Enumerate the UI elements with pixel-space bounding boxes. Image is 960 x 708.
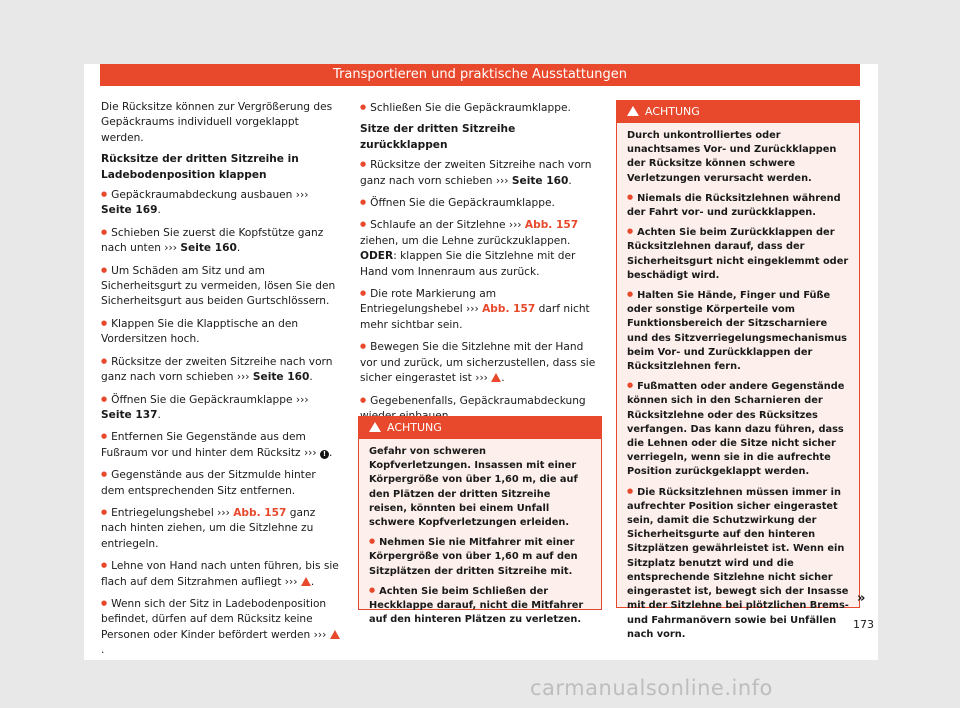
intro-text: Die Rücksitze können zur Vergrößerung des Gepäckraums individuell vorgeklappt werden. xyxy=(101,101,333,144)
column-1 xyxy=(101,100,341,665)
warning-icon xyxy=(369,422,381,432)
warning-body xyxy=(359,439,601,627)
warning-header: ACHTUNG xyxy=(359,417,601,439)
list-item: ● Lehne von Hand nach unten führen, bis sie flach auf dem Sitzrahmen aufliegt ››› . xyxy=(101,558,341,590)
list-item: ● Klappen Sie die Klapptische an den Vordersitzen hoch. xyxy=(101,316,341,348)
list-item: ● Schließen Sie die Gepäckraumklappe. xyxy=(360,100,600,116)
list-item: ● Um Schäden am Sitz und am Sicherheitsgurt zu vermeiden, lösen Sie den Sicherheitsgurt aus beiden Gurtschlössern. xyxy=(101,263,341,310)
list-item: ● Entfernen Sie Gegenstände aus dem Fußraum vor und hinter dem Rücksitz ››› ! . xyxy=(101,429,341,461)
warning-box xyxy=(616,100,860,640)
warning-icon xyxy=(627,106,639,116)
warning-box xyxy=(358,416,602,626)
warning-item: ● Achten Sie beim Schließen der Heckklappe darauf, nicht die Mitfahrer auf den hinteren Plätzen zu verletzen. xyxy=(369,583,591,628)
notice-icon: ! xyxy=(320,450,329,459)
warning-text: Gefahr von schweren Kopfverletzungen. Insassen mit einer Körpergröße von über 1,60 m, die auf den Plätzen der dritten Sitzreihe reisen, könnten bei einem Unfall schwere Kopfverletzungen erleiden. xyxy=(369,446,578,529)
section-heading: Rücksitze der dritten Sitzreihe in Ladebodenposition klappen xyxy=(101,153,299,181)
list-item: ● Gepäckraumabdeckung ausbauen ››› Seite 169. xyxy=(101,187,341,219)
warning-item: ● Halten Sie Hände, Finger und Füße oder sonstige Körperteile vom Funktionsbereich der Sitzscharniere und des Sitzverriegelungsmechanismus beim Vor- und Zurückklappen der Rücksitzlehnen fern. xyxy=(627,287,849,374)
warning-header: ACHTUNG xyxy=(617,101,859,123)
warning-icon xyxy=(491,373,501,382)
section-header: Transportieren und praktische Ausstattungen xyxy=(100,64,860,86)
list-item: ● Öffnen Sie die Gepäckraumklappe ››› Seite 137. xyxy=(101,392,341,424)
figure-link[interactable]: Abb. 157 xyxy=(233,506,287,519)
warning-text: Durch unkontrolliertes oder unachtsames Vor- und Zurückklappen der Rücksitze können schwere Verletzungen verursacht werden. xyxy=(627,130,837,184)
warning-item: ● Die Rücksitzlehnen müssen immer in aufrechter Position sicher eingerastet sein, damit die Schutzwirkung der Sicherheitsgurte auf den hinteren Sitzplätzen gewährleistet ist. Wenn ein Sitzplatz benutzt wird und die entsprechende Sitzlehne nicht sicher eingerastet ist, bewegt sich der Insasse mit der Sitzlehne bei plötzlichen Brems- und Fahrmanövern sowie bei Unfällen nach vorn. xyxy=(627,484,849,642)
watermark: carmanualsonline.info xyxy=(530,676,773,700)
warning-icon xyxy=(330,630,340,639)
section-heading: Sitze der dritten Sitzreihe zurückklappen xyxy=(360,123,516,151)
list-item: ● Wenn sich der Sitz in Ladebodenposition befindet, dürfen auf dem Rücksitz keine Personen oder Kinder befördert werden ››› . xyxy=(101,596,341,659)
warning-body xyxy=(617,123,859,642)
warning-item: ● Fußmatten oder andere Gegenstände können sich in den Scharnieren der Rücksitzlehne oder des Rücksitzes verfangen. Das kann dazu führen, dass die Lehnen oder die Sitze nicht sicher verriegeln, wenn sie in die aufrechte Position zurückgeklappt werden. xyxy=(627,378,849,479)
page-number: 173 xyxy=(853,618,874,631)
figure-link[interactable]: Abb. 157 xyxy=(524,219,579,232)
warning-item: ● Achten Sie beim Zurückklappen der Rücksitzlehnen darauf, dass der Sicherheitsgurt nicht eingeklemmt oder beschädigt wird. xyxy=(627,224,849,283)
list-item: ● Schlaufe an der Sitzlehne ››› Abb. 157 ziehen, um die Lehne zurückzuklappen. ODER: klappen Sie die Sitzlehne mit der Hand vom Innenraum aus zurück. xyxy=(360,217,600,280)
list-item: ● Schieben Sie zuerst die Kopfstütze ganz nach unten ››› Seite 160. xyxy=(101,225,341,257)
warning-item: ● Niemals die Rücksitzlehnen während der Fahrt vor- und zurückklappen. xyxy=(627,190,849,220)
figure-link[interactable]: Abb. 157 xyxy=(482,303,536,316)
list-item: ● Öffnen Sie die Gepäckraumklappe. xyxy=(360,195,600,211)
continue-marker: » xyxy=(857,591,866,606)
list-item: ● Die rote Markierung am Entriegelungshebel ››› Abb. 157 darf nicht mehr sichtbar sein. xyxy=(360,286,600,333)
list-item: ● Entriegelungshebel ››› Abb. 157 ganz nach hinten ziehen, um die Sitzlehne zu entriegeln. xyxy=(101,505,341,552)
list-item: ● Gegebenenfalls, Gepäckraumabdeckung xyxy=(360,393,600,425)
column-2 xyxy=(360,100,600,453)
list-item: ● Bewegen Sie die Sitzlehne mit der Hand vor und zurück, um sicherzustellen, dass sie sicher eingerastet ist ››› . xyxy=(360,339,600,386)
warning-icon xyxy=(301,577,311,586)
list-item: ● Rücksitze der zweiten Sitzreihe nach vorn ganz nach vorn schieben ››› Seite 160. xyxy=(101,354,341,386)
warning-item: ● Nehmen Sie nie Mitfahrer mit einer Körpergröße von über 1,60 m auf den Sitzplätzen der dritten Sitzreihe mit. xyxy=(369,534,591,579)
list-item: ● Rücksitze der zweiten Sitzreihe nach vorn ganz nach vorn schieben ››› Seite 160. xyxy=(360,157,600,189)
list-item: ● Gegenstände aus der Sitzmulde hinter dem entsprechenden Sitz entfernen. xyxy=(101,467,341,499)
